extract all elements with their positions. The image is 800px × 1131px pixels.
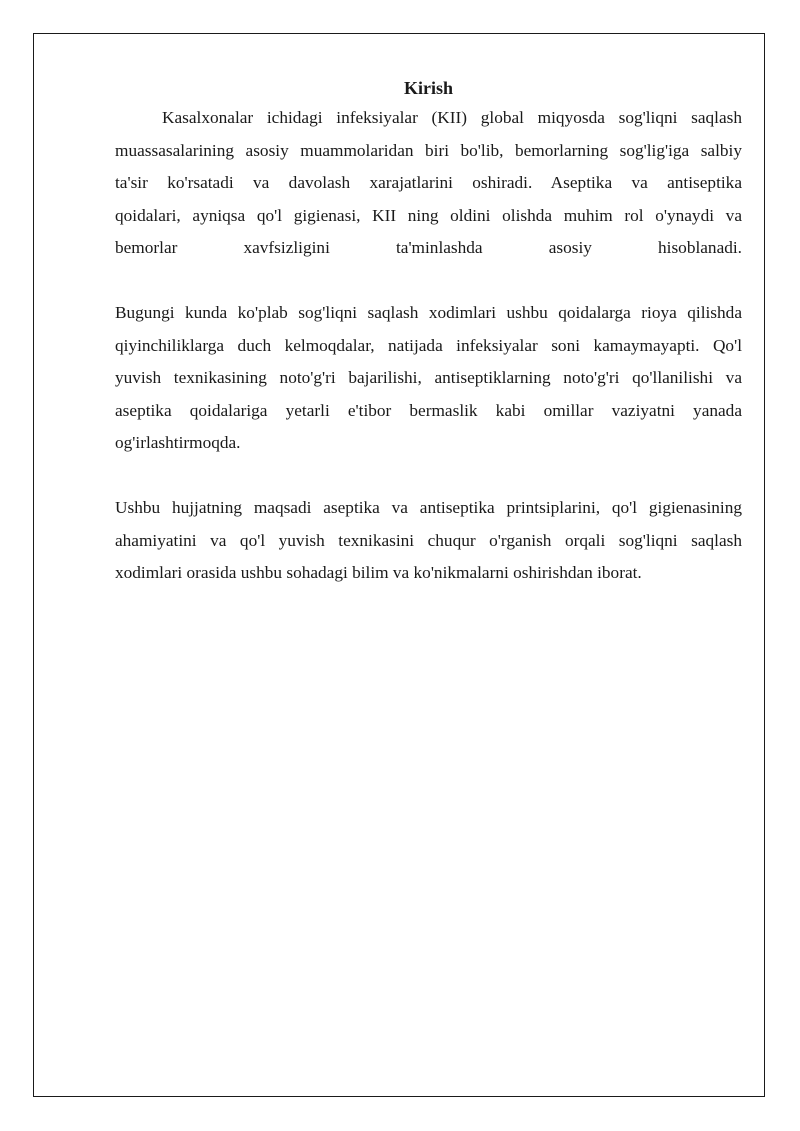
paragraph-line: Ushbu hujjatning maqsadi aseptika va antiseptika printsiplarini, qo'l gigienasining: [115, 498, 742, 517]
paragraph-2: [115, 297, 742, 460]
paragraph-line: yuvish texnikasining noto'g'ri bajarilishi, antiseptiklarning noto'g'ri qo'llanilishi va: [115, 368, 742, 387]
paragraph-3: [115, 492, 742, 590]
paragraph-line: ta'sir ko'rsatadi va davolash xarajatlarini oshiradi. Aseptika va antiseptika: [115, 173, 742, 192]
paragraph-line: muassasalarining asosiy muammolaridan biri bo'lib, bemorlarning sog'lig'iga salbiy: [115, 140, 742, 160]
paragraph-line: qiyinchiliklarga duch kelmoqdalar, natijada infeksiyalar soni kamaymayapti. Qo'l: [115, 335, 742, 355]
document-title: Kirish: [403, 78, 453, 98]
document-body: [115, 74, 742, 590]
paragraph-line: Kasalxonalar ichidagi infeksiyalar (KII) global miqyosda sog'liqni saqlash: [162, 108, 742, 127]
paragraph-line: xodimlari orasida ushbu sohadagi bilim va ko'nikmalarni oshirishdan iborat.: [115, 563, 642, 582]
paragraph-1: [115, 102, 742, 265]
paragraph-line: bemorlar xavfsizligini ta'minlashda asosiy hisoblanadi.: [115, 238, 742, 257]
paragraph-line: aseptika qoidalariga yetarli e'tibor bermaslik kabi omillar vaziyatni yanada: [115, 400, 742, 420]
paragraph-line: ahamiyatini va qo'l yuvish texnikasini chuqur o'rganish orqali sog'liqni saqlash: [115, 530, 742, 550]
paragraph-line: Bugungi kunda ko'plab sog'liqni saqlash xodimlari ushbu qoidalarga rioya qilishda: [115, 303, 742, 322]
paragraph-line: qoidalari, ayniqsa qo'l gigienasi, KII ning oldini olishda muhim rol o'ynaydi va: [115, 205, 742, 225]
paragraph-line: og'irlashtirmoqda.: [115, 433, 241, 452]
